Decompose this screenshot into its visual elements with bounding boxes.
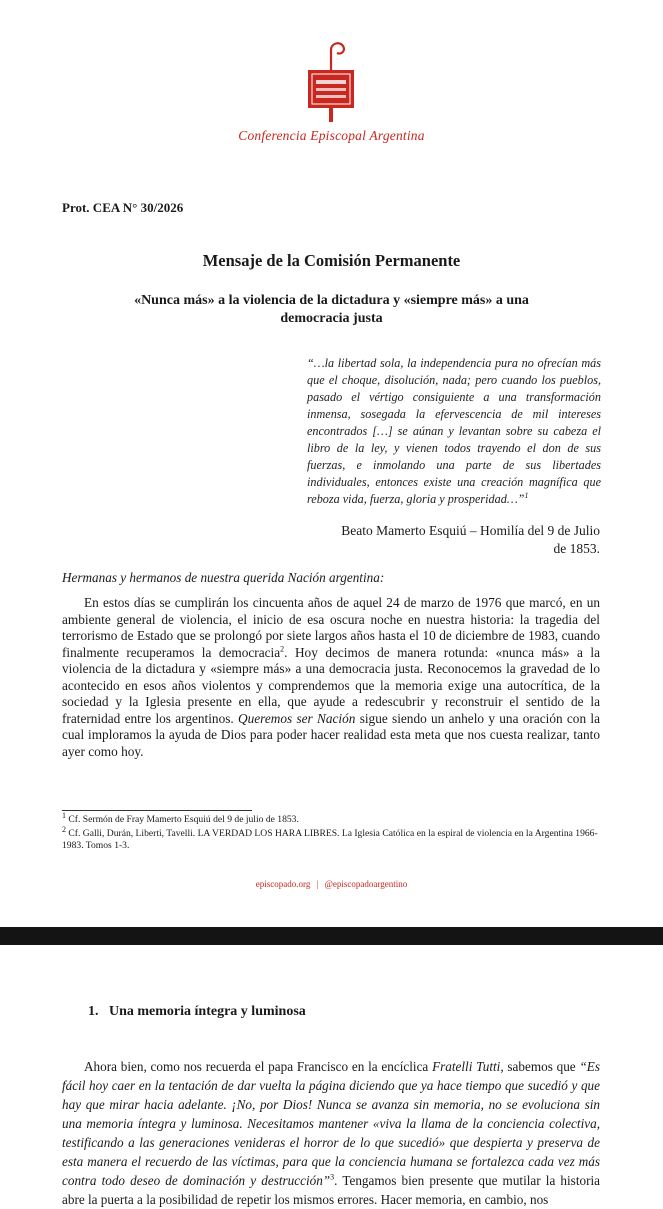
episcopal-crest-logo [296,40,366,124]
footnote-text: Cf. Galli, Durán, Liberti, Tavelli. LA VERDAD LOS HARA LIBRES. La Iglesia Católica en la espiral de violencia en la Argentina 1966-1983. Tomos 1-3. [62,827,598,851]
footnote-ref: 3 [330,1172,335,1182]
encyclical-title: Fratelli Tutti [432,1059,501,1074]
footnote-item [62,824,602,853]
page-separator [0,927,663,945]
document-page-2 [0,945,663,1207]
website-link[interactable]: episcopado.org [255,879,311,889]
site-footer [0,879,663,889]
attribution-line: de 1853. [553,541,600,556]
salutation: Hermanas y hermanos de nuestra querida Nación argentina: [62,570,385,585]
separator: | [316,879,319,889]
epigraph-text: “…la libertad sola, la independencia pura no ofrecían más que el choque, disolución, nada; pero cuando los pueblos, pasado el vértigo consiguiente a una transformación inmensa, sosegada la efervescencia de mil intereses encontrados […] se aúnan y levantan sobre su cabeza el libro de la ley, y vienen todos trayendo el don de sus fuerzas, e inmolando una parte de sus libertades individuales, entonces existe una creación magnífica que reboza vida, fuerza, gloria y prosperidad…” [307,356,601,506]
organization-name: Conferencia Episcopal Argentina [238,128,425,143]
epigraph-attribution [300,522,600,558]
paragraph-text: sigue siendo un anhelo y una oración con la cual imploramos la ayuda de Dios para poder hacer realidad esta meta que nos cuesta realizar, tanto ayer como hoy. [62,710,600,759]
paragraph-text: Ahora bien, como nos recuerda el papa Francisco en la encíclica [84,1059,433,1074]
attribution-line: Beato Mamerto Esquiú – Homilía del 9 de Julio [341,523,600,538]
body-paragraph [62,1057,600,1209]
body-paragraph [62,595,600,760]
protocol-number: Prot. CEA N° 30/2026 [62,200,184,215]
papal-quote: “Es fácil hoy caer en la tentación de dar vuelta la página diciendo que ya hace tiempo que sucedió y que hay que mirar hacia adelante. ¡No, por Dios! Nunca se avanza sin memoria, no se evoluciona sin una memoria íntegra y luminosa. Necesitamos mantener «viva la llama de la conciencia colectiva, testificando a las generaciones venideras el horror de lo que sucedió» que despierta y preserva de esta manera el recuerdo de las víctimas, para que la conciencia humana se fortalezca cada vez más contra todo deseo de dominación y destrucción” [62,1059,600,1188]
epigraph-quote [307,355,601,508]
footnote-divider [62,810,252,811]
paragraph-text: . Tengamos bien presente que mutilar la historia abre la puerta a la posibilidad de repetir los mismos errores. Hacer memoria, en cambio, nos [62,1173,600,1207]
social-handle-link[interactable]: @episcopadoargentino [324,879,408,889]
document-subtitle: «Nunca más» a la violencia de la dictadura y «siempre más» a una democracia justa [134,293,529,326]
footnote-ref: 2 [280,644,285,654]
footnote-number: 1 [62,810,66,820]
paragraph-text: , sabemos que [500,1059,580,1074]
footnote-number: 2 [62,824,66,834]
footnote-text: Cf. Sermón de Fray Mamerto Esquiú del 9 de julio de 1853. [66,814,299,825]
paragraph-text: En estos días se cumplirán los cincuenta años de aquel 24 de marzo de 1976 que marcó, en un ambiente general de violencia, el inicio de esa oscura noche en nuestra historia: la tragedia del terrorismo de Estado que se prolongó por siete largos años hasta el 10 de diciembre de 1983, cuando finalmente recuperamos la democracia [62,595,600,660]
italic-phrase: Queremos ser Nación [238,710,356,726]
footnotes [62,810,602,854]
footnote-ref: 1 [524,490,529,500]
paragraph-text: . Hoy decimos de manera rotunda: «nunca más» a la violencia de la dictadura y «siempre más» a una democracia justa. Reconocemos la gravedad de lo acontecido en esos años violentos y comprendemos que la memoria exige una autocrítica, de la sociedad y la Iglesia presente en ella, que ayude a redescubrir y reconstruir el sentido de la fraternidad entre los argentinos. [62,644,601,726]
footnote-item [62,810,602,827]
section-heading: 1. Una memoria íntegra y luminosa [88,1004,306,1019]
document-title: Mensaje de la Comisión Permanente [202,251,461,270]
